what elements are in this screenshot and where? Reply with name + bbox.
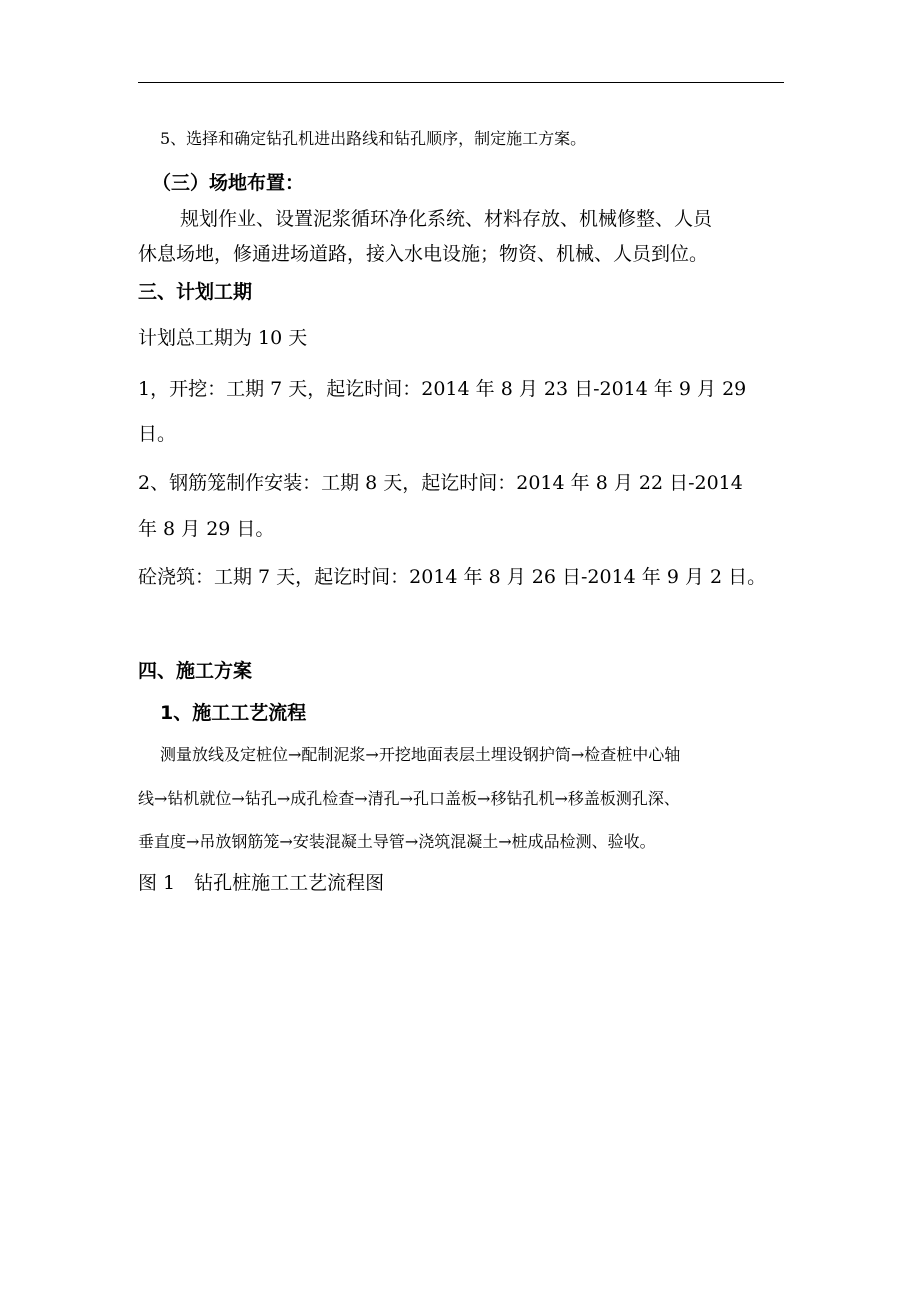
subheading-process-flow: 1、施工工艺流程	[160, 702, 307, 724]
header-rule	[138, 82, 784, 83]
process-flow-line-1: 测量放线及定桩位→配制泥浆→开挖地面表层土埋设钢护筒→检查桩中心轴	[160, 745, 681, 764]
section-heading-construction-plan: 四、施工方案	[138, 660, 253, 682]
schedule-total: 计划总工期为 10 天	[138, 327, 308, 349]
schedule-item-2-line-2: 年 8 月 29 日。	[138, 518, 275, 540]
process-flow-line-3: 垂直度→吊放钢筋笼→安装混凝土导管→浇筑混凝土→桩成品检测、验收。	[138, 832, 656, 851]
process-flow-line-2: 线→钻机就位→钻孔→成孔检查→清孔→孔口盖板→移钻孔机→移盖板测孔深、	[138, 789, 680, 808]
site-layout-paragraph-line-2: 休息场地，修通进场道路，接入水电设施；物资、机械、人员到位。	[138, 243, 709, 265]
schedule-item-1-line-1: 1，开挖：工期 7 天，起讫时间：2014 年 8 月 23 日-2014 年 9 月 29	[138, 378, 747, 400]
schedule-item-1-line-2: 日。	[138, 423, 177, 445]
section-heading-site-layout: （三）场地布置：	[152, 172, 305, 194]
site-layout-paragraph-line-1: 规划作业、设置泥浆循环净化系统、材料存放、机械修整、人员	[180, 208, 713, 230]
list-item-5: 5、选择和确定钻孔机进出路线和钻孔顺序，制定施工方案。	[160, 129, 587, 148]
schedule-item-3: 砼浇筑：工期 7 天，起讫时间：2014 年 8 月 26 日-2014 年 9 月 2 日。	[138, 566, 767, 588]
section-heading-schedule: 三、计划工期	[138, 281, 253, 303]
figure-caption: 图 1 钻孔桩施工工艺流程图	[138, 872, 385, 894]
schedule-item-2-line-1: 2、钢筋笼制作安装：工期 8 天，起讫时间：2014 年 8 月 22 日-2014	[138, 472, 743, 494]
